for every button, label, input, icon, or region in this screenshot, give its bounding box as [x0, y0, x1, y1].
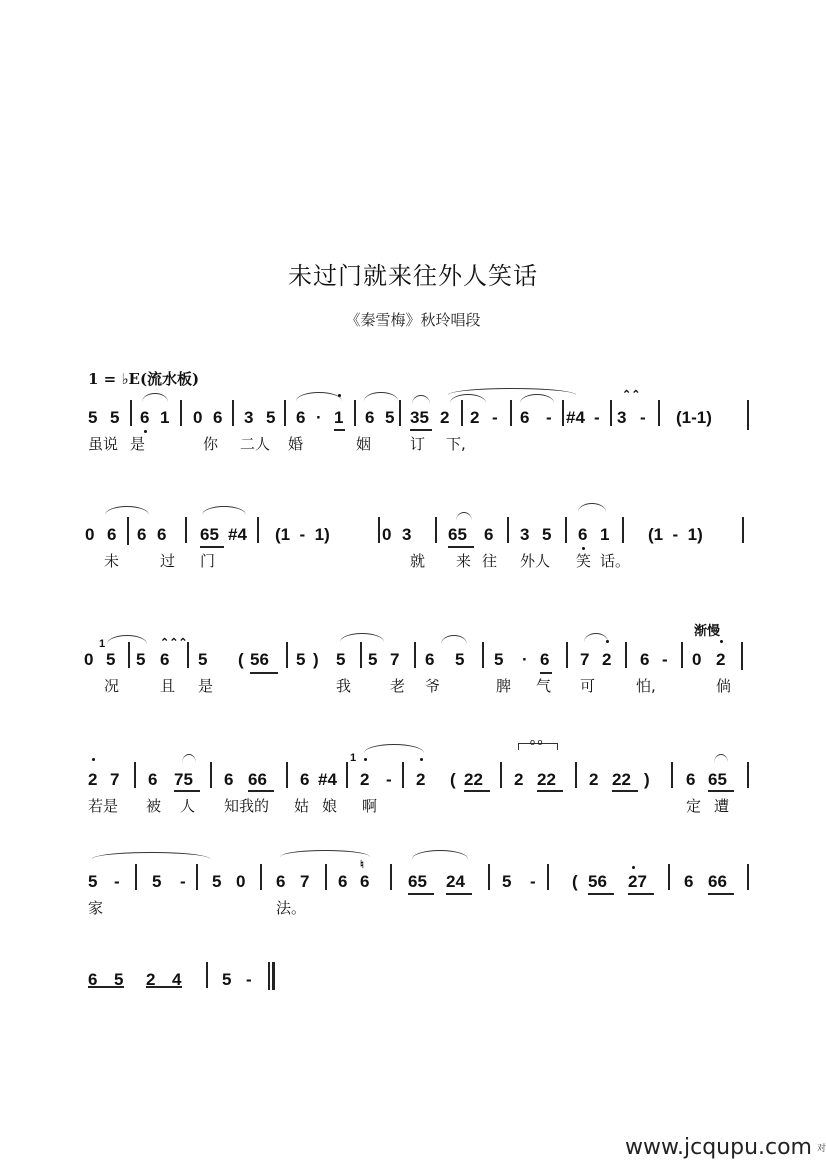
note-token: 6 [296, 408, 306, 427]
lyric-token: 往 [482, 552, 498, 570]
note-token: 2 [146, 970, 156, 989]
note-token: 0 [84, 650, 94, 669]
note-token: 22 [464, 770, 483, 789]
lyric-token: 娘 [322, 797, 338, 815]
note-token: 22 [537, 770, 556, 789]
lyric-token: 姑 [294, 797, 310, 815]
note-token: 6 [300, 770, 310, 789]
note-token: 5 [222, 970, 232, 989]
lyric-token: 法。 [276, 899, 307, 917]
lyric-token: 定 [686, 797, 702, 815]
note-token: 6 [360, 872, 370, 891]
note-token: - [492, 408, 498, 427]
note-token: 66 [708, 872, 727, 891]
note-token: 6 [640, 650, 650, 669]
note-token: 7 [110, 770, 120, 789]
score-line-6 [0, 0, 826, 100]
note-token: 0 [692, 650, 702, 669]
lyric-token: 人 [180, 797, 196, 815]
note-token: 5 [152, 872, 162, 891]
note-token: 6 [224, 770, 234, 789]
site-watermark: www.jcqupu.com [625, 1135, 812, 1160]
note-token: 6 [520, 408, 530, 427]
lyric-token: 婚 [288, 435, 304, 453]
note-token: 0 [85, 525, 95, 544]
note-token: 27 [628, 872, 647, 891]
lyric-token: 遭 [714, 797, 730, 815]
lyric-token: 倘 [716, 677, 732, 695]
note-token: 6 [684, 872, 694, 891]
note-token: 5 [266, 408, 276, 427]
note-token: #4 [566, 408, 585, 427]
note-token: 5 [542, 525, 552, 544]
note-token: 22 [612, 770, 631, 789]
lyric-token: 话。 [600, 552, 631, 570]
lyric-token: 被 [146, 797, 162, 815]
note-token: 5 [455, 650, 465, 669]
note-token: 2 [360, 770, 370, 789]
lyric-token: 来 [456, 552, 472, 570]
note-token: 6 [338, 872, 348, 891]
note-token: 6 [157, 525, 167, 544]
note-token: 5 [385, 408, 395, 427]
note-token: 2 [716, 650, 726, 669]
lyric-token: 老 [390, 677, 406, 695]
note-token: 5 [198, 650, 208, 669]
lyric-token: 怕, [636, 677, 656, 695]
note-token: 2 [514, 770, 524, 789]
note-token: 5 [110, 408, 120, 427]
note-token: 4 [172, 970, 182, 989]
note-token: ) [313, 650, 319, 669]
note-token: 3 [402, 525, 412, 544]
note-token: 6 [88, 970, 98, 989]
lyric-token: 气 [536, 677, 552, 695]
tempo-marking: 渐慢 [694, 624, 721, 639]
note-token: 6 [140, 408, 150, 427]
lyric-token: 且 [160, 677, 176, 695]
note-token: 3 [244, 408, 254, 427]
note-token: 5 [88, 872, 98, 891]
lyric-token: 姻 [356, 435, 372, 453]
note-token: 65 [448, 525, 467, 544]
note-token: 65 [708, 770, 727, 789]
note-token: 65 [200, 525, 219, 544]
lyric-token: 过 [160, 552, 176, 570]
note-token: 6 [578, 525, 588, 544]
note-token: 0 [193, 408, 203, 427]
lyric-token: 况 [104, 677, 120, 695]
lyric-token: 未 [104, 552, 120, 570]
note-token: - [246, 970, 252, 989]
lyric-token: 虽说 [88, 435, 119, 453]
key-signature: 1 = ♭E(流水板) [88, 370, 200, 388]
lyric-token: 家 [88, 899, 104, 917]
note-token: 24 [446, 872, 465, 891]
note-token: 0 [236, 872, 246, 891]
note-token: - [386, 770, 392, 789]
note-token: 6 [213, 408, 223, 427]
note-token: 3 [520, 525, 530, 544]
note-token: 6 [425, 650, 435, 669]
note-token: 7 [390, 650, 400, 669]
lyric-token: 爷 [425, 677, 441, 695]
note-token: 5 [106, 650, 116, 669]
note-token: 5 [336, 650, 346, 669]
score-subtitle: 《秦雪梅》秋玲唱段 [345, 311, 481, 329]
note-token: 5 [296, 650, 306, 669]
note-token: 5 [88, 408, 98, 427]
note-token: 65 [408, 872, 427, 891]
lyric-token: 门 [200, 552, 216, 570]
note-token: 56 [250, 650, 269, 669]
lyric-token: 外人 [520, 552, 551, 570]
note-token: · [522, 650, 528, 669]
note-token: 7 [580, 650, 590, 669]
note-token: 7 [300, 872, 310, 891]
lyric-token: 是 [130, 435, 146, 453]
note-token: ( [238, 650, 244, 669]
note-token: - [640, 408, 646, 427]
note-token: 6 [686, 770, 696, 789]
lyric-token: 你 [203, 435, 219, 453]
note-token: 56 [588, 872, 607, 891]
note-token: 1 [600, 525, 610, 544]
note-token: 6 [484, 525, 494, 544]
note-token: 6 [107, 525, 117, 544]
note-token: 6 [276, 872, 286, 891]
note-token: 5 [368, 650, 378, 669]
lyric-token: 二人 [240, 435, 271, 453]
note-token: #4 [228, 525, 247, 544]
note-token: - [662, 650, 668, 669]
lyric-token: 可 [580, 677, 596, 695]
lyric-token: 知我的 [224, 797, 270, 815]
note-token: 2 [416, 770, 426, 789]
watermark-corner-glyph: 对 [816, 1144, 826, 1154]
note-token: - [546, 408, 552, 427]
note-token: 5 [114, 970, 124, 989]
lyric-token: 下, [446, 435, 466, 453]
note-token: 6 [160, 650, 170, 669]
lyric-token: 我 [336, 677, 352, 695]
lyric-token: 订 [410, 435, 426, 453]
note-token: 66 [248, 770, 267, 789]
note-token: · [316, 408, 322, 427]
score-title: 未过门就来往外人笑话 [288, 262, 538, 290]
note-token: 6 [137, 525, 147, 544]
note-token: 3 [617, 408, 627, 427]
note-token: 5 [494, 650, 504, 669]
note-token: #4 [318, 770, 337, 789]
note-token: 75 [174, 770, 193, 789]
note-token: - [530, 872, 536, 891]
note-token: 5 [502, 872, 512, 891]
lyric-token: 是 [198, 677, 214, 695]
lyric-token: 若是 [88, 797, 119, 815]
note-token: 35 [410, 408, 429, 427]
note-token: 1 [334, 408, 344, 427]
note-token: - [594, 408, 600, 427]
note-token: ) [644, 770, 650, 789]
note-token: ( [572, 872, 578, 891]
note-token: 5 [136, 650, 146, 669]
note-token: 5 [212, 872, 222, 891]
note-token: ( [450, 770, 456, 789]
note-token: 0 [382, 525, 392, 544]
note-token: 2 [440, 408, 450, 427]
note-token: - [180, 872, 186, 891]
note-token: - [114, 872, 120, 891]
note-token: 2 [589, 770, 599, 789]
note-token: 2 [470, 408, 480, 427]
lyric-token: 就 [410, 552, 426, 570]
note-token: 2 [88, 770, 98, 789]
note-token: (1 - 1) [648, 525, 703, 544]
note-token: 6 [365, 408, 375, 427]
lyric-token: 脾 [496, 677, 512, 695]
note-token: 6 [540, 650, 550, 669]
lyric-token: 啊 [362, 797, 378, 815]
note-token: 1 [160, 408, 170, 427]
note-token: 2 [602, 650, 612, 669]
note-token: (1 - 1) [275, 525, 330, 544]
note-token: 6 [148, 770, 158, 789]
note-token: (1-1) [676, 408, 712, 427]
lyric-token: 笑 [576, 552, 592, 570]
